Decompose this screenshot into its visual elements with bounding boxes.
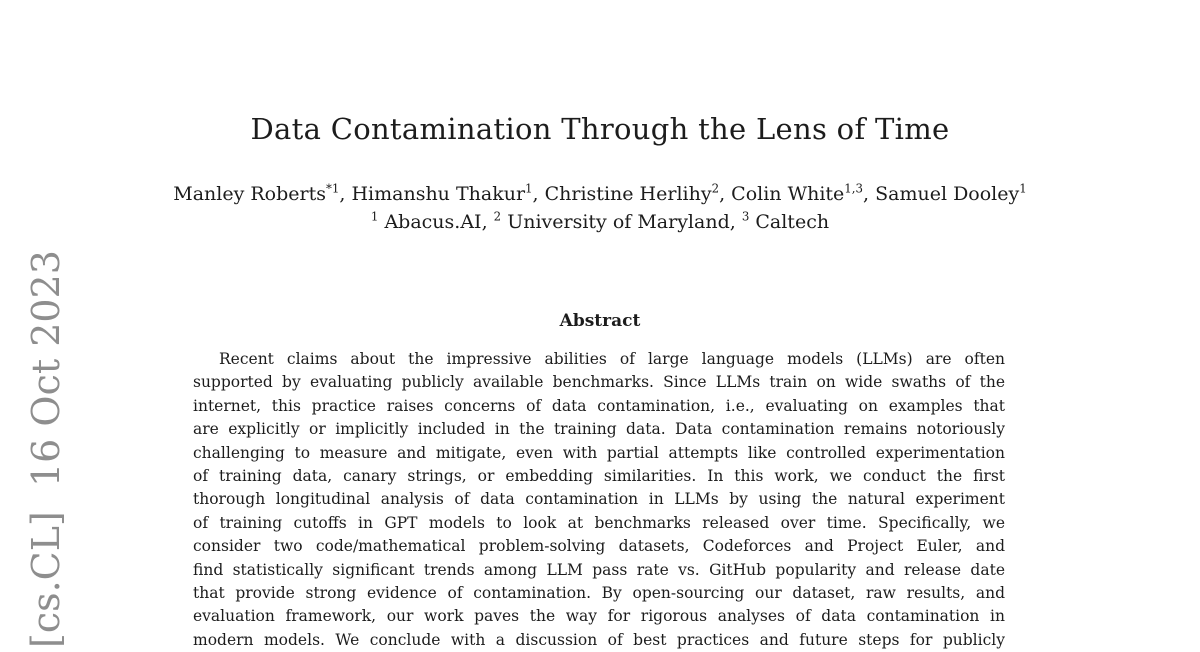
abstract-line: are explicitly or implicitly included in the training data. Data contamination remains notoriously bbox=[193, 420, 1005, 439]
affiliation-superscript: 3 bbox=[741, 209, 750, 224]
abstract-line: challenging to measure and mitigate, even with partial attempts like controlled experimentation bbox=[193, 443, 1005, 462]
author: Christine Herlihy$^2$ bbox=[544, 181, 720, 205]
abstract-line: consider two code/mathematical problem-solving datasets, Codeforces and Project Euler, and bbox=[193, 537, 1005, 556]
author-superscript: 2 bbox=[711, 181, 720, 196]
abstract-body bbox=[193, 348, 1005, 652]
abstract-line: of training cutoffs in GPT models to look at benchmarks released over time. Specifically, we bbox=[193, 513, 1005, 532]
affiliations-line: $^1$ Abacus.AI, $^2$ University of Maryland, $^3$ Caltech bbox=[370, 209, 830, 233]
abstract-heading: Abstract bbox=[559, 311, 641, 331]
abstract-line: that provide strong evidence of contamination. By open-sourcing our dataset, raw results, and bbox=[193, 584, 1005, 603]
author-superscript: *1 bbox=[326, 181, 340, 196]
abstract-line: evaluation framework, our work paves the way for rigorous analyses of data contamination in bbox=[193, 607, 1005, 626]
affiliation-superscript: 2 bbox=[493, 209, 502, 224]
author: Colin White$^{1,3}$ bbox=[731, 181, 864, 205]
paper-title: Data Contamination Through the Lens of Time bbox=[250, 112, 950, 146]
author-superscript: 1 bbox=[1019, 181, 1027, 196]
author-superscript: 1,3 bbox=[844, 181, 864, 196]
affiliation: $^2$ University of Maryland bbox=[493, 209, 730, 233]
author-superscript: 1 bbox=[525, 181, 533, 196]
abstract-line: internet, this practice raises concerns of data contamination, i.e., evaluating on examples that bbox=[193, 396, 1005, 415]
author: Himanshu Thakur$^1$ bbox=[351, 181, 533, 205]
abstract-line: thorough longitudinal analysis of data contamination in LLMs by using the natural experiment bbox=[193, 490, 1005, 509]
author: Manley Roberts$^{*1}$ bbox=[173, 181, 340, 205]
arxiv-watermark: [cs.CL] 16 Oct 2023 bbox=[24, 250, 68, 648]
authors-line: Manley Roberts$^{*1}$, Himanshu Thakur$^1$, Christine Herlihy$^2$, Colin White$^{1,3}$, Samuel Dooley$^1$ bbox=[173, 181, 1027, 205]
abstract-line: modern models. We conclude with a discussion of best practices and future steps for publicly bbox=[193, 630, 1005, 649]
affiliation: $^1$ Abacus.AI bbox=[370, 209, 482, 233]
abstract-line: of training data, canary strings, or embedding similarities. In this work, we conduct the first bbox=[193, 467, 1005, 486]
abstract-line: supported by evaluating publicly available benchmarks. Since LLMs train on wide swaths of the bbox=[193, 373, 1005, 392]
affiliation: $^3$ Caltech bbox=[741, 209, 830, 233]
author: Samuel Dooley$^1$ bbox=[875, 181, 1027, 205]
abstract-line: Recent claims about the impressive abilities of large language models (LLMs) are often bbox=[219, 350, 1005, 368]
abstract-line: find statistically significant trends among LLM pass rate vs. GitHub popularity and release date bbox=[193, 560, 1005, 579]
affiliation-superscript: 1 bbox=[370, 209, 379, 224]
